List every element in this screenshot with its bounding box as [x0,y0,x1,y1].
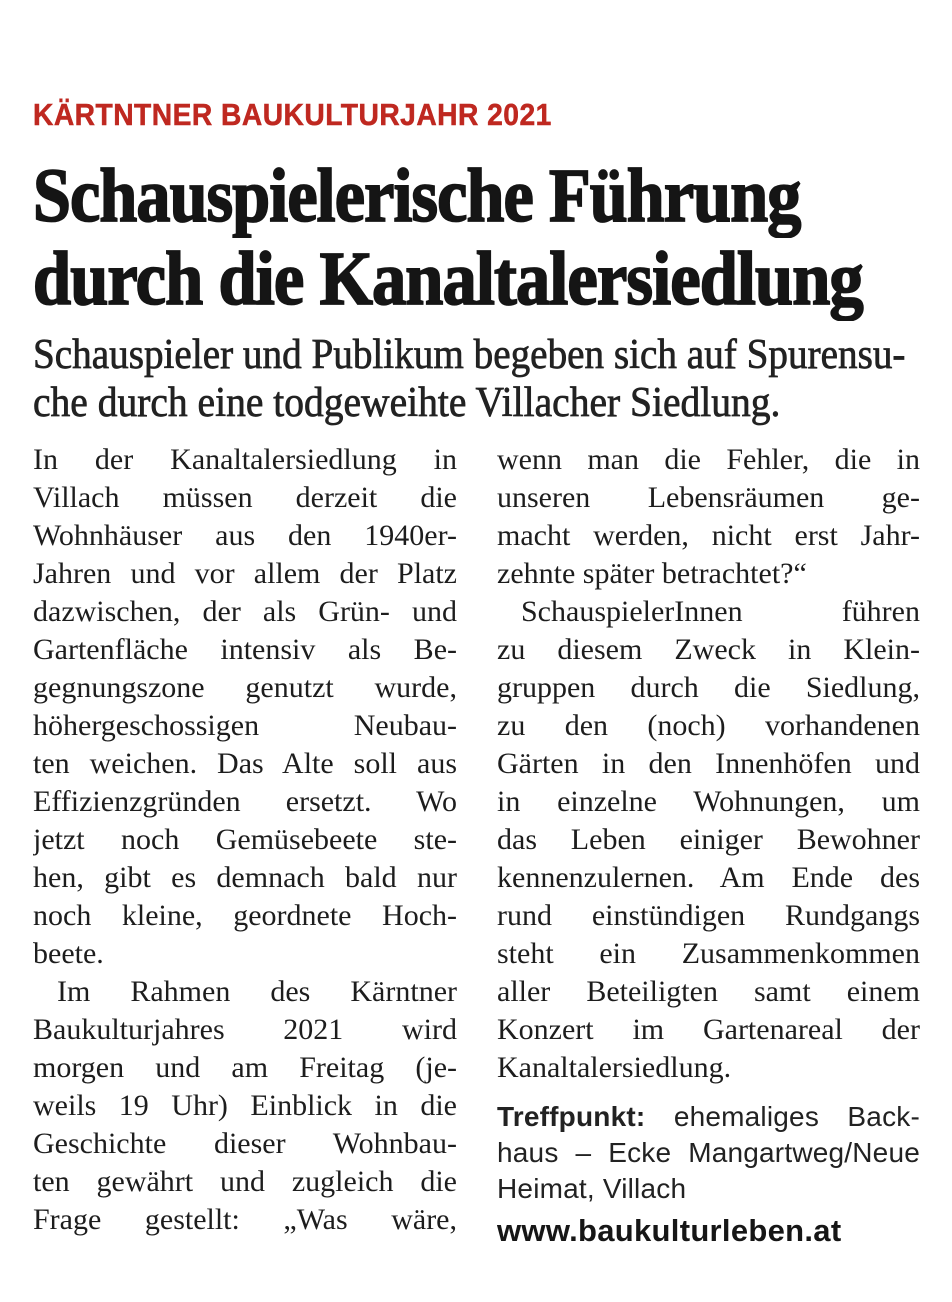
text-line: unseren Lebensräumen ge- [497,481,920,514]
text-line: Gartenfläche intensiv als Be- [33,633,457,666]
text-line: haus – Ecke Mangartweg/Neue [497,1137,920,1168]
text-line: höhergeschossigen Neubau- [33,709,457,742]
subhead-row [33,379,952,427]
headline-row [33,238,952,321]
text-line: gruppen durch die Siedlung, [497,671,920,704]
text-line: zehnte später betrachtet?“ [497,557,807,590]
text-line: ten gewährt und zugleich die [33,1165,457,1198]
text-line: weils 19 Uhr) Einblick in die [33,1089,457,1122]
headline [33,155,952,321]
headline-line-2: durch die Kanaltalersiedlung [33,237,863,321]
meeting-point-info [497,1099,920,1207]
paragraph [497,593,920,1087]
article-column-left [33,441,457,1239]
text-line: wenn man die Fehler, die in [497,443,920,476]
kicker [33,99,952,133]
text-line: Villach müssen derzeit die [33,481,457,514]
text-line: Im Rahmen des Kärntner [57,975,457,1008]
text-line: das Leben einiger Bewohner [497,823,920,856]
article-column-right [497,441,920,1251]
headline-line-1: Schauspielerische Führung [33,154,801,238]
text-line: rund einstündigen Rundgangs [497,899,920,932]
text-line: ten weichen. Das Alte soll aus [33,747,457,780]
meta-label: Treffpunkt: [497,1101,646,1132]
text-line: jetzt noch Gemüsebeete ste- [33,823,457,856]
text-line: Treffpunkt: ehemaliges Back- [497,1101,920,1132]
text-line: SchauspielerInnen führen [521,595,920,628]
text-line: www.baukulturleben.at [497,1213,842,1248]
text-line: morgen und am Freitag (je- [33,1051,457,1084]
text-line: macht werden, nicht erst Jahr- [497,519,920,552]
text-line: aller Beteiligten samt einem [497,975,920,1008]
text-line: Jahren und vor allem der Platz [33,557,457,590]
text-line: noch kleine, geordnete Hoch- [33,899,457,932]
kicker-text: KÄRTNTNER BAUKULTURJAHR 2021 [33,97,552,132]
text-line: Baukulturjahres 2021 wird [33,1013,457,1046]
text-line: Wohnhäuser aus den 1940er- [33,519,457,552]
headline-row [33,155,952,238]
text-line: kennenzulernen. Am Ende des [497,861,920,894]
subhead-row [33,331,952,379]
text-line: Heimat, Villach [497,1173,687,1204]
text-line: Konzert im Gartenareal der [497,1013,920,1046]
text-line: hen, gibt es demnach bald nur [33,861,457,894]
website-url [497,1211,920,1251]
text-line: Kanaltalersiedlung. [497,1051,732,1084]
text-line: zu diesem Zweck in Klein- [497,633,920,666]
paragraph [33,973,457,1239]
subhead [33,331,952,427]
subhead-line-1: Schauspieler und Publikum begeben sich auf Spurensu- [33,332,906,378]
paragraph [33,441,457,973]
text-line: Geschichte dieser Wohnbau- [33,1127,457,1160]
text-line: beete. [33,937,104,970]
text-line: in einzelne Wohnungen, um [497,785,920,818]
text-line: Effizienzgründen ersetzt. Wo [33,785,457,818]
text-line: steht ein Zusammenkommen [497,937,920,970]
paragraph [497,441,920,593]
text-line: Frage gestellt: „Was wäre, [33,1203,457,1236]
text-line: In der Kanaltalersiedlung in [33,443,457,476]
text-line: zu den (noch) vorhandenen [497,709,920,742]
subhead-line-2: che durch eine todgeweihte Villacher Siedlung. [33,380,781,426]
text-line: Gärten in den Innenhöfen und [497,747,920,780]
text-line: dazwischen, der als Grün- und [33,595,457,628]
text-line: gegnungszone genutzt wurde, [33,671,457,704]
